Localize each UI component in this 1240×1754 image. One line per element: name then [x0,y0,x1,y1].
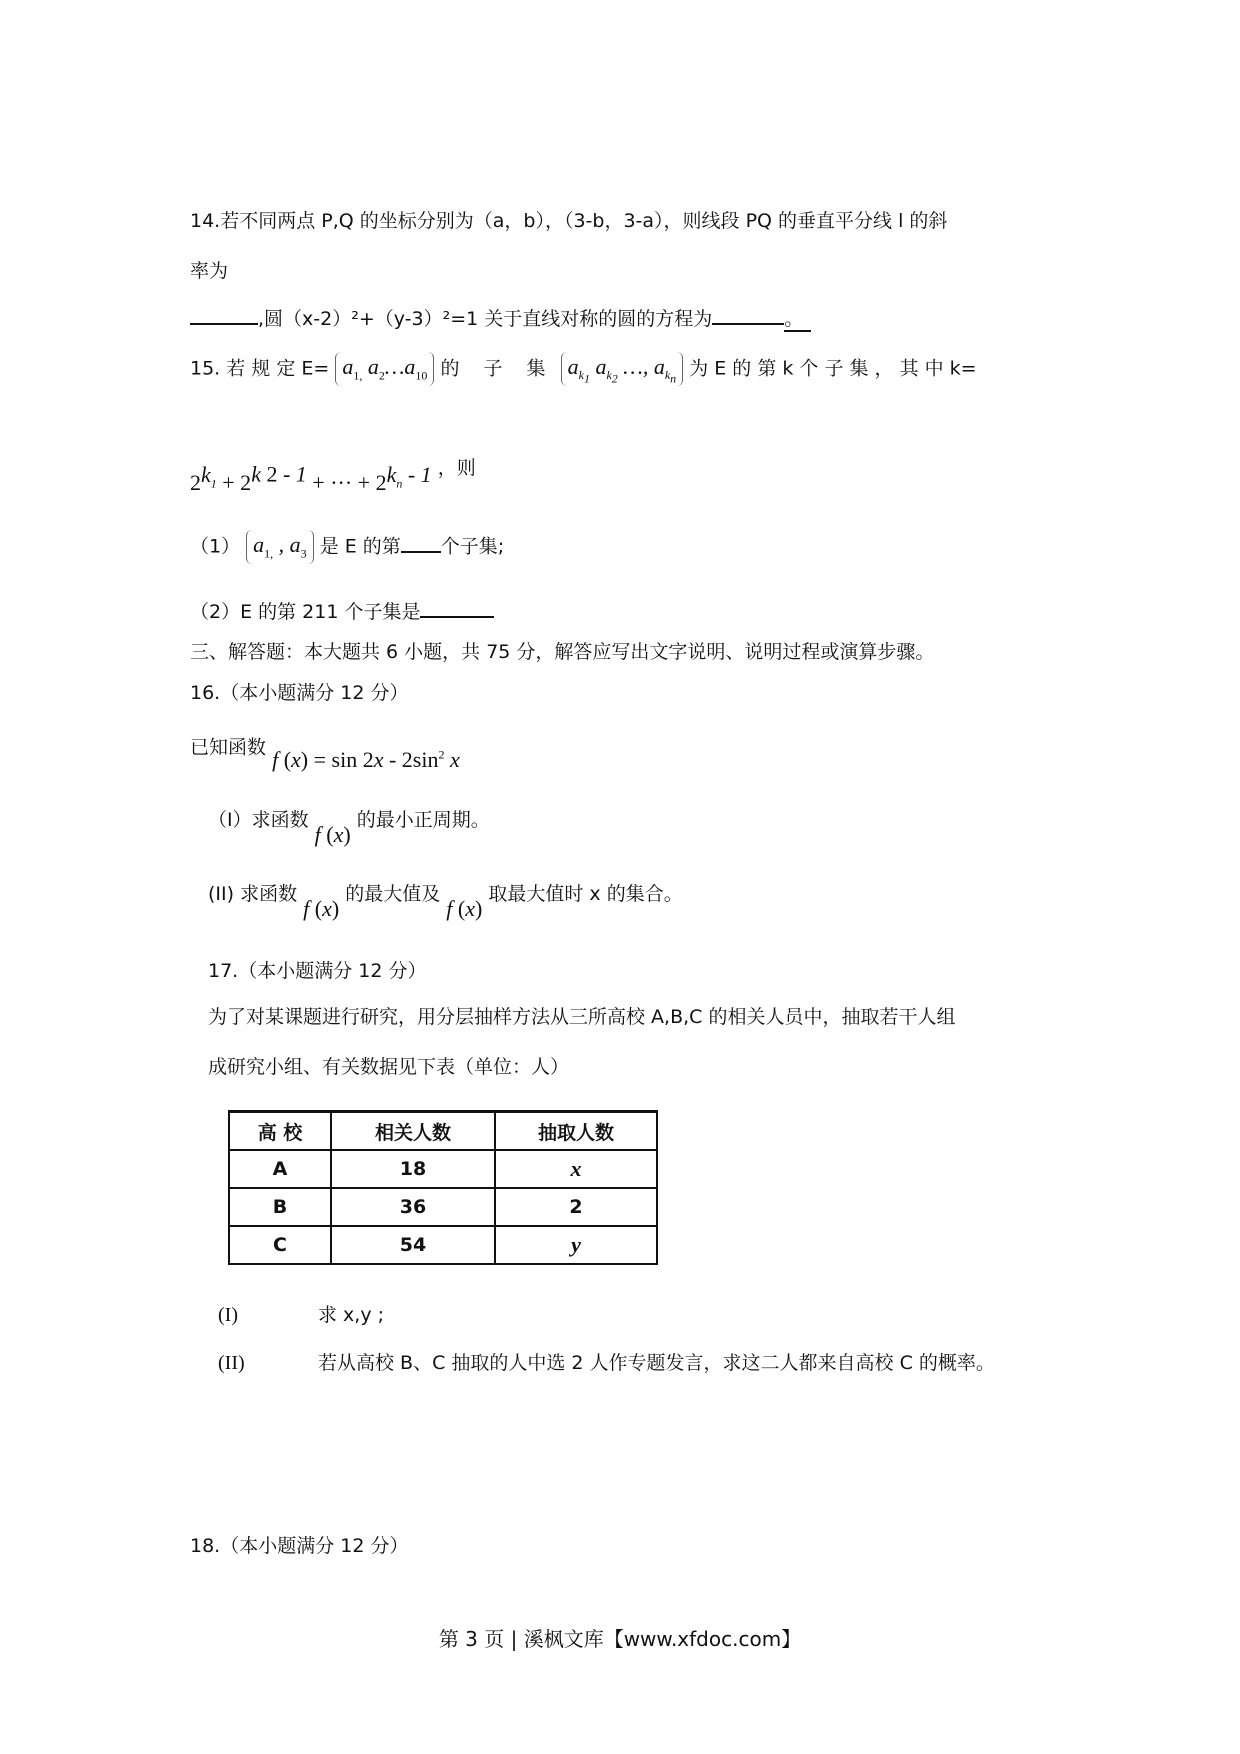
q16-p2-label: (II) 求函数 [208,883,298,905]
q15-p1-set: $a_{1,}$ , $a_3$ [246,530,314,564]
q16-intro-text: 已知函数 [190,736,267,759]
section3-heading: 三、解答题：本大题共 6 小题，共 75 分，解答应写出文字说明、说明过程或演算步骤。 [190,641,935,663]
q16-func: f $(x) = \sin 2x - 2\sin^2$ x [272,747,460,773]
table-cell: C [229,1226,331,1264]
q16-p2-func-b: f (x) [446,896,483,921]
q17-ii-label: (II) [218,1352,245,1374]
q16-title: 16.（本小题满分 12 分） [190,682,409,704]
table-cell: B [229,1188,331,1226]
q15-p1-label: （1） [190,535,241,558]
q14-line3-text: ,圆（x-2）²+（y-3）²=1 关于直线对称的圆的方程为 [258,308,713,330]
q14-line2: 率为 [190,260,229,282]
q17-ii-text: 若从高校 B、C 抽取的人中选 2 人作专题发言，求这二人都来自高校 C 的概率。 [318,1352,995,1374]
table-cell: 54 [331,1226,495,1264]
table-cell: 2 [495,1188,657,1226]
q16-part2 [208,880,683,921]
q14-line3 [190,303,811,332]
q17-text2: 成研究小组、有关数据见下表（单位：人） [208,1056,570,1078]
table-cell: A [229,1150,331,1188]
table-cell: 18 [331,1150,495,1188]
q17-data-table [228,1110,658,1265]
q15-suffix: 为 E 的 第 k 个 子 集 ， 其 中 k= [689,357,977,380]
table-header-cell: 相关人数 [331,1112,495,1151]
table-cell: y [495,1226,657,1264]
q15-subset: $a_{k_1}$ $a_{k_2}$ …, $a_{k_n}$ [561,352,684,386]
q15-part2 [190,596,494,625]
table-cell: 36 [331,1188,495,1226]
q16-p2-end: 取最大值时 x 的集合。 [488,883,683,905]
table-row [229,1188,657,1226]
q15-formula: $2^{k_1} + 2^{k 2 - 1}$ + ··· + $2^{k_n - 1}$ [190,462,432,496]
table-header-cell: 高 校 [229,1112,331,1151]
q15-p1-end: 个子集; [440,535,505,558]
q15-formula-line [190,457,476,497]
q15-p2-blank [420,596,494,618]
q15-then: ，则 [437,457,476,480]
q15-p1-text: 是 E 的第 [319,535,401,558]
q15-line1 [190,352,977,386]
q17-text1: 为了对某课题进行研究，用分层抽样方法从三所高校 A,B,C 的相关人员中，抽取若干人组 [208,1006,956,1028]
q16-intro [190,728,460,773]
q15-mid: 的 子 集 [440,357,555,380]
q16-p1-end: 的最小正周期。 [356,809,490,831]
q15-p1-blank [401,531,441,553]
q16-p2-func-a: f (x) [303,896,340,921]
q14-blank-1 [190,303,258,325]
q18-title: 18.（本小题满分 12 分） [190,1535,409,1557]
q16-p1-label: （I）求函数 [208,809,309,831]
q16-p2-mid: 的最大值及 [345,883,441,905]
q15-p2-text: （2）E 的第 211 个子集是 [190,601,421,623]
table-header-cell: 抽取人数 [495,1112,657,1151]
table-row [229,1150,657,1188]
q15-prefix: 15. 若 规 定 E= [190,357,330,380]
q14-blank-2 [712,303,784,325]
q16-part1 [208,806,490,847]
q14-line3-end: 。 [784,308,811,332]
q17-i-text: 求 x,y ; [318,1304,385,1326]
q16-p1-func: f (x) [314,822,351,847]
table-cell: x [495,1150,657,1188]
q17-i-label: (I) [218,1304,238,1326]
q15-set-e: $a_{1,}$ $a_2\dots a_{10}$ [335,352,434,386]
q15-part1 [190,530,504,564]
table-header-row [229,1112,657,1151]
q17-title: 17.（本小题满分 12 分） [208,960,427,982]
table-row [229,1226,657,1264]
page-footer: 第 3 页 | 溪枫文库【www.xfdoc.com】 [438,1627,802,1651]
q14-line1: 14.若不同两点 P,Q 的坐标分别为（a，b），（3-b，3-a），则线段 PQ 的垂直平分线 l 的斜 [190,210,948,232]
